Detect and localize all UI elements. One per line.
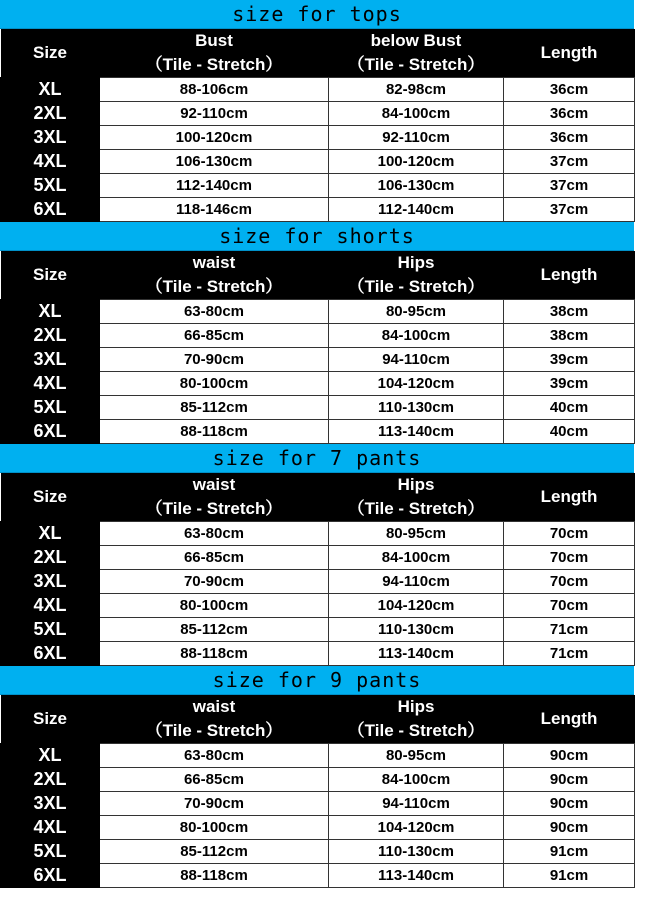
length-cell: 39cm bbox=[504, 348, 635, 372]
header-col1 bbox=[100, 29, 329, 78]
header-measure-label: Hips bbox=[397, 475, 435, 494]
measure1-cell: 85-112cm bbox=[100, 396, 329, 420]
length-cell: 71cm bbox=[504, 618, 635, 642]
header-col2 bbox=[329, 473, 504, 522]
size-cell: 3XL bbox=[1, 348, 100, 372]
header-size: Size bbox=[1, 29, 100, 78]
size-cell: 2XL bbox=[1, 102, 100, 126]
size-table bbox=[0, 29, 635, 222]
measure1-cell: 88-118cm bbox=[100, 642, 329, 666]
header-measure-label: waist bbox=[192, 697, 236, 716]
header-col2 bbox=[329, 695, 504, 744]
measure2-cell: 92-110cm bbox=[329, 126, 504, 150]
measure2-cell: 112-140cm bbox=[329, 198, 504, 222]
measure1-cell: 118-146cm bbox=[100, 198, 329, 222]
size-cell: XL bbox=[1, 744, 100, 768]
header-length: Length bbox=[504, 29, 635, 78]
header-measure-note: （Tile - Stretch） bbox=[145, 499, 283, 518]
measure2-cell: 94-110cm bbox=[329, 792, 504, 816]
measure2-cell: 104-120cm bbox=[329, 594, 504, 618]
measure2-cell: 110-130cm bbox=[329, 396, 504, 420]
table-row bbox=[1, 348, 635, 372]
table-row bbox=[1, 642, 635, 666]
size-section bbox=[0, 444, 634, 666]
measure1-cell: 70-90cm bbox=[100, 348, 329, 372]
measure2-cell: 94-110cm bbox=[329, 570, 504, 594]
size-cell: XL bbox=[1, 522, 100, 546]
table-row bbox=[1, 420, 635, 444]
measure1-cell: 100-120cm bbox=[100, 126, 329, 150]
size-cell: 6XL bbox=[1, 864, 100, 888]
header-size: Size bbox=[1, 473, 100, 522]
measure2-cell: 84-100cm bbox=[329, 546, 504, 570]
table-row bbox=[1, 744, 635, 768]
length-cell: 90cm bbox=[504, 792, 635, 816]
length-cell: 36cm bbox=[504, 102, 635, 126]
measure2-cell: 80-95cm bbox=[329, 744, 504, 768]
header-length: Length bbox=[504, 473, 635, 522]
measure1-cell: 85-112cm bbox=[100, 840, 329, 864]
measure2-cell: 84-100cm bbox=[329, 768, 504, 792]
measure1-cell: 70-90cm bbox=[100, 570, 329, 594]
header-length: Length bbox=[504, 251, 635, 300]
table-row bbox=[1, 840, 635, 864]
length-cell: 36cm bbox=[504, 78, 635, 102]
table-row bbox=[1, 174, 635, 198]
table-row bbox=[1, 594, 635, 618]
size-cell: 5XL bbox=[1, 840, 100, 864]
table-row bbox=[1, 570, 635, 594]
table-row bbox=[1, 300, 635, 324]
size-cell: 3XL bbox=[1, 126, 100, 150]
header-col1 bbox=[100, 251, 329, 300]
measure1-cell: 92-110cm bbox=[100, 102, 329, 126]
length-cell: 70cm bbox=[504, 570, 635, 594]
header-col1 bbox=[100, 695, 329, 744]
size-table bbox=[0, 473, 635, 666]
size-cell: 4XL bbox=[1, 816, 100, 840]
measure1-cell: 88-118cm bbox=[100, 864, 329, 888]
size-cell: 2XL bbox=[1, 546, 100, 570]
table-row bbox=[1, 768, 635, 792]
table-row bbox=[1, 150, 635, 174]
section-title: size for shorts bbox=[0, 222, 634, 251]
length-cell: 37cm bbox=[504, 174, 635, 198]
table-row bbox=[1, 126, 635, 150]
measure2-cell: 84-100cm bbox=[329, 324, 504, 348]
size-cell: 5XL bbox=[1, 396, 100, 420]
measure2-cell: 82-98cm bbox=[329, 78, 504, 102]
section-title: size for 9 pants bbox=[0, 666, 634, 695]
header-measure-note: （Tile - Stretch） bbox=[145, 721, 283, 740]
measure1-cell: 63-80cm bbox=[100, 744, 329, 768]
measure1-cell: 112-140cm bbox=[100, 174, 329, 198]
measure2-cell: 104-120cm bbox=[329, 372, 504, 396]
size-cell: 4XL bbox=[1, 594, 100, 618]
measure1-cell: 80-100cm bbox=[100, 372, 329, 396]
size-cell: 3XL bbox=[1, 792, 100, 816]
measure2-cell: 113-140cm bbox=[329, 642, 504, 666]
header-measure-note: （Tile - Stretch） bbox=[347, 499, 485, 518]
size-section bbox=[0, 666, 634, 888]
size-cell: 5XL bbox=[1, 174, 100, 198]
length-cell: 40cm bbox=[504, 396, 635, 420]
measure1-cell: 106-130cm bbox=[100, 150, 329, 174]
measure1-cell: 70-90cm bbox=[100, 792, 329, 816]
header-measure-note: （Tile - Stretch） bbox=[347, 277, 485, 296]
section-title: size for 7 pants bbox=[0, 444, 634, 473]
measure2-cell: 80-95cm bbox=[329, 300, 504, 324]
size-cell: 4XL bbox=[1, 150, 100, 174]
length-cell: 90cm bbox=[504, 744, 635, 768]
table-row bbox=[1, 522, 635, 546]
measure1-cell: 88-106cm bbox=[100, 78, 329, 102]
length-cell: 91cm bbox=[504, 840, 635, 864]
size-cell: 3XL bbox=[1, 570, 100, 594]
measure1-cell: 63-80cm bbox=[100, 300, 329, 324]
measure1-cell: 66-85cm bbox=[100, 324, 329, 348]
table-row bbox=[1, 792, 635, 816]
table-row bbox=[1, 618, 635, 642]
header-measure-label: Hips bbox=[397, 697, 435, 716]
length-cell: 38cm bbox=[504, 300, 635, 324]
header-col2 bbox=[329, 251, 504, 300]
size-cell: 6XL bbox=[1, 198, 100, 222]
length-cell: 40cm bbox=[504, 420, 635, 444]
size-cell: 2XL bbox=[1, 324, 100, 348]
length-cell: 37cm bbox=[504, 198, 635, 222]
length-cell: 90cm bbox=[504, 768, 635, 792]
table-row bbox=[1, 102, 635, 126]
header-measure-note: （Tile - Stretch） bbox=[145, 277, 283, 296]
measure1-cell: 80-100cm bbox=[100, 816, 329, 840]
measure2-cell: 113-140cm bbox=[329, 864, 504, 888]
size-table bbox=[0, 251, 635, 444]
measure2-cell: 100-120cm bbox=[329, 150, 504, 174]
header-measure-label: Bust bbox=[195, 31, 233, 50]
size-section bbox=[0, 0, 634, 222]
header-row bbox=[1, 251, 635, 300]
header-row bbox=[1, 29, 635, 78]
table-row bbox=[1, 324, 635, 348]
length-cell: 71cm bbox=[504, 642, 635, 666]
length-cell: 36cm bbox=[504, 126, 635, 150]
measure2-cell: 110-130cm bbox=[329, 618, 504, 642]
header-row bbox=[1, 473, 635, 522]
measure1-cell: 85-112cm bbox=[100, 618, 329, 642]
measure2-cell: 106-130cm bbox=[329, 174, 504, 198]
length-cell: 37cm bbox=[504, 150, 635, 174]
header-size: Size bbox=[1, 695, 100, 744]
header-measure-note: （Tile - Stretch） bbox=[145, 55, 283, 74]
section-title: size for tops bbox=[0, 0, 634, 29]
table-row bbox=[1, 864, 635, 888]
size-table bbox=[0, 695, 635, 888]
measure2-cell: 94-110cm bbox=[329, 348, 504, 372]
length-cell: 91cm bbox=[504, 864, 635, 888]
header-col1 bbox=[100, 473, 329, 522]
size-cell: 5XL bbox=[1, 618, 100, 642]
table-row bbox=[1, 816, 635, 840]
measure2-cell: 80-95cm bbox=[329, 522, 504, 546]
size-section bbox=[0, 222, 634, 444]
measure2-cell: 110-130cm bbox=[329, 840, 504, 864]
header-measure-label: Hips bbox=[397, 253, 435, 272]
table-row bbox=[1, 396, 635, 420]
header-measure-note: （Tile - Stretch） bbox=[347, 721, 485, 740]
header-measure-note: （Tile - Stretch） bbox=[347, 55, 485, 74]
header-row bbox=[1, 695, 635, 744]
measure2-cell: 113-140cm bbox=[329, 420, 504, 444]
header-size: Size bbox=[1, 251, 100, 300]
table-row bbox=[1, 78, 635, 102]
table-row bbox=[1, 546, 635, 570]
size-cell: 6XL bbox=[1, 642, 100, 666]
size-cell: 6XL bbox=[1, 420, 100, 444]
length-cell: 70cm bbox=[504, 546, 635, 570]
measure1-cell: 66-85cm bbox=[100, 546, 329, 570]
size-cell: 2XL bbox=[1, 768, 100, 792]
header-col2 bbox=[329, 29, 504, 78]
table-row bbox=[1, 372, 635, 396]
size-cell: XL bbox=[1, 300, 100, 324]
header-length: Length bbox=[504, 695, 635, 744]
length-cell: 70cm bbox=[504, 594, 635, 618]
size-cell: XL bbox=[1, 78, 100, 102]
length-cell: 38cm bbox=[504, 324, 635, 348]
measure2-cell: 104-120cm bbox=[329, 816, 504, 840]
size-cell: 4XL bbox=[1, 372, 100, 396]
measure2-cell: 84-100cm bbox=[329, 102, 504, 126]
length-cell: 90cm bbox=[504, 816, 635, 840]
measure1-cell: 80-100cm bbox=[100, 594, 329, 618]
header-measure-label: waist bbox=[192, 253, 236, 272]
measure1-cell: 63-80cm bbox=[100, 522, 329, 546]
measure1-cell: 66-85cm bbox=[100, 768, 329, 792]
table-row bbox=[1, 198, 635, 222]
length-cell: 39cm bbox=[504, 372, 635, 396]
length-cell: 70cm bbox=[504, 522, 635, 546]
measure1-cell: 88-118cm bbox=[100, 420, 329, 444]
header-measure-label: waist bbox=[192, 475, 236, 494]
header-measure-label: below Bust bbox=[370, 31, 462, 50]
